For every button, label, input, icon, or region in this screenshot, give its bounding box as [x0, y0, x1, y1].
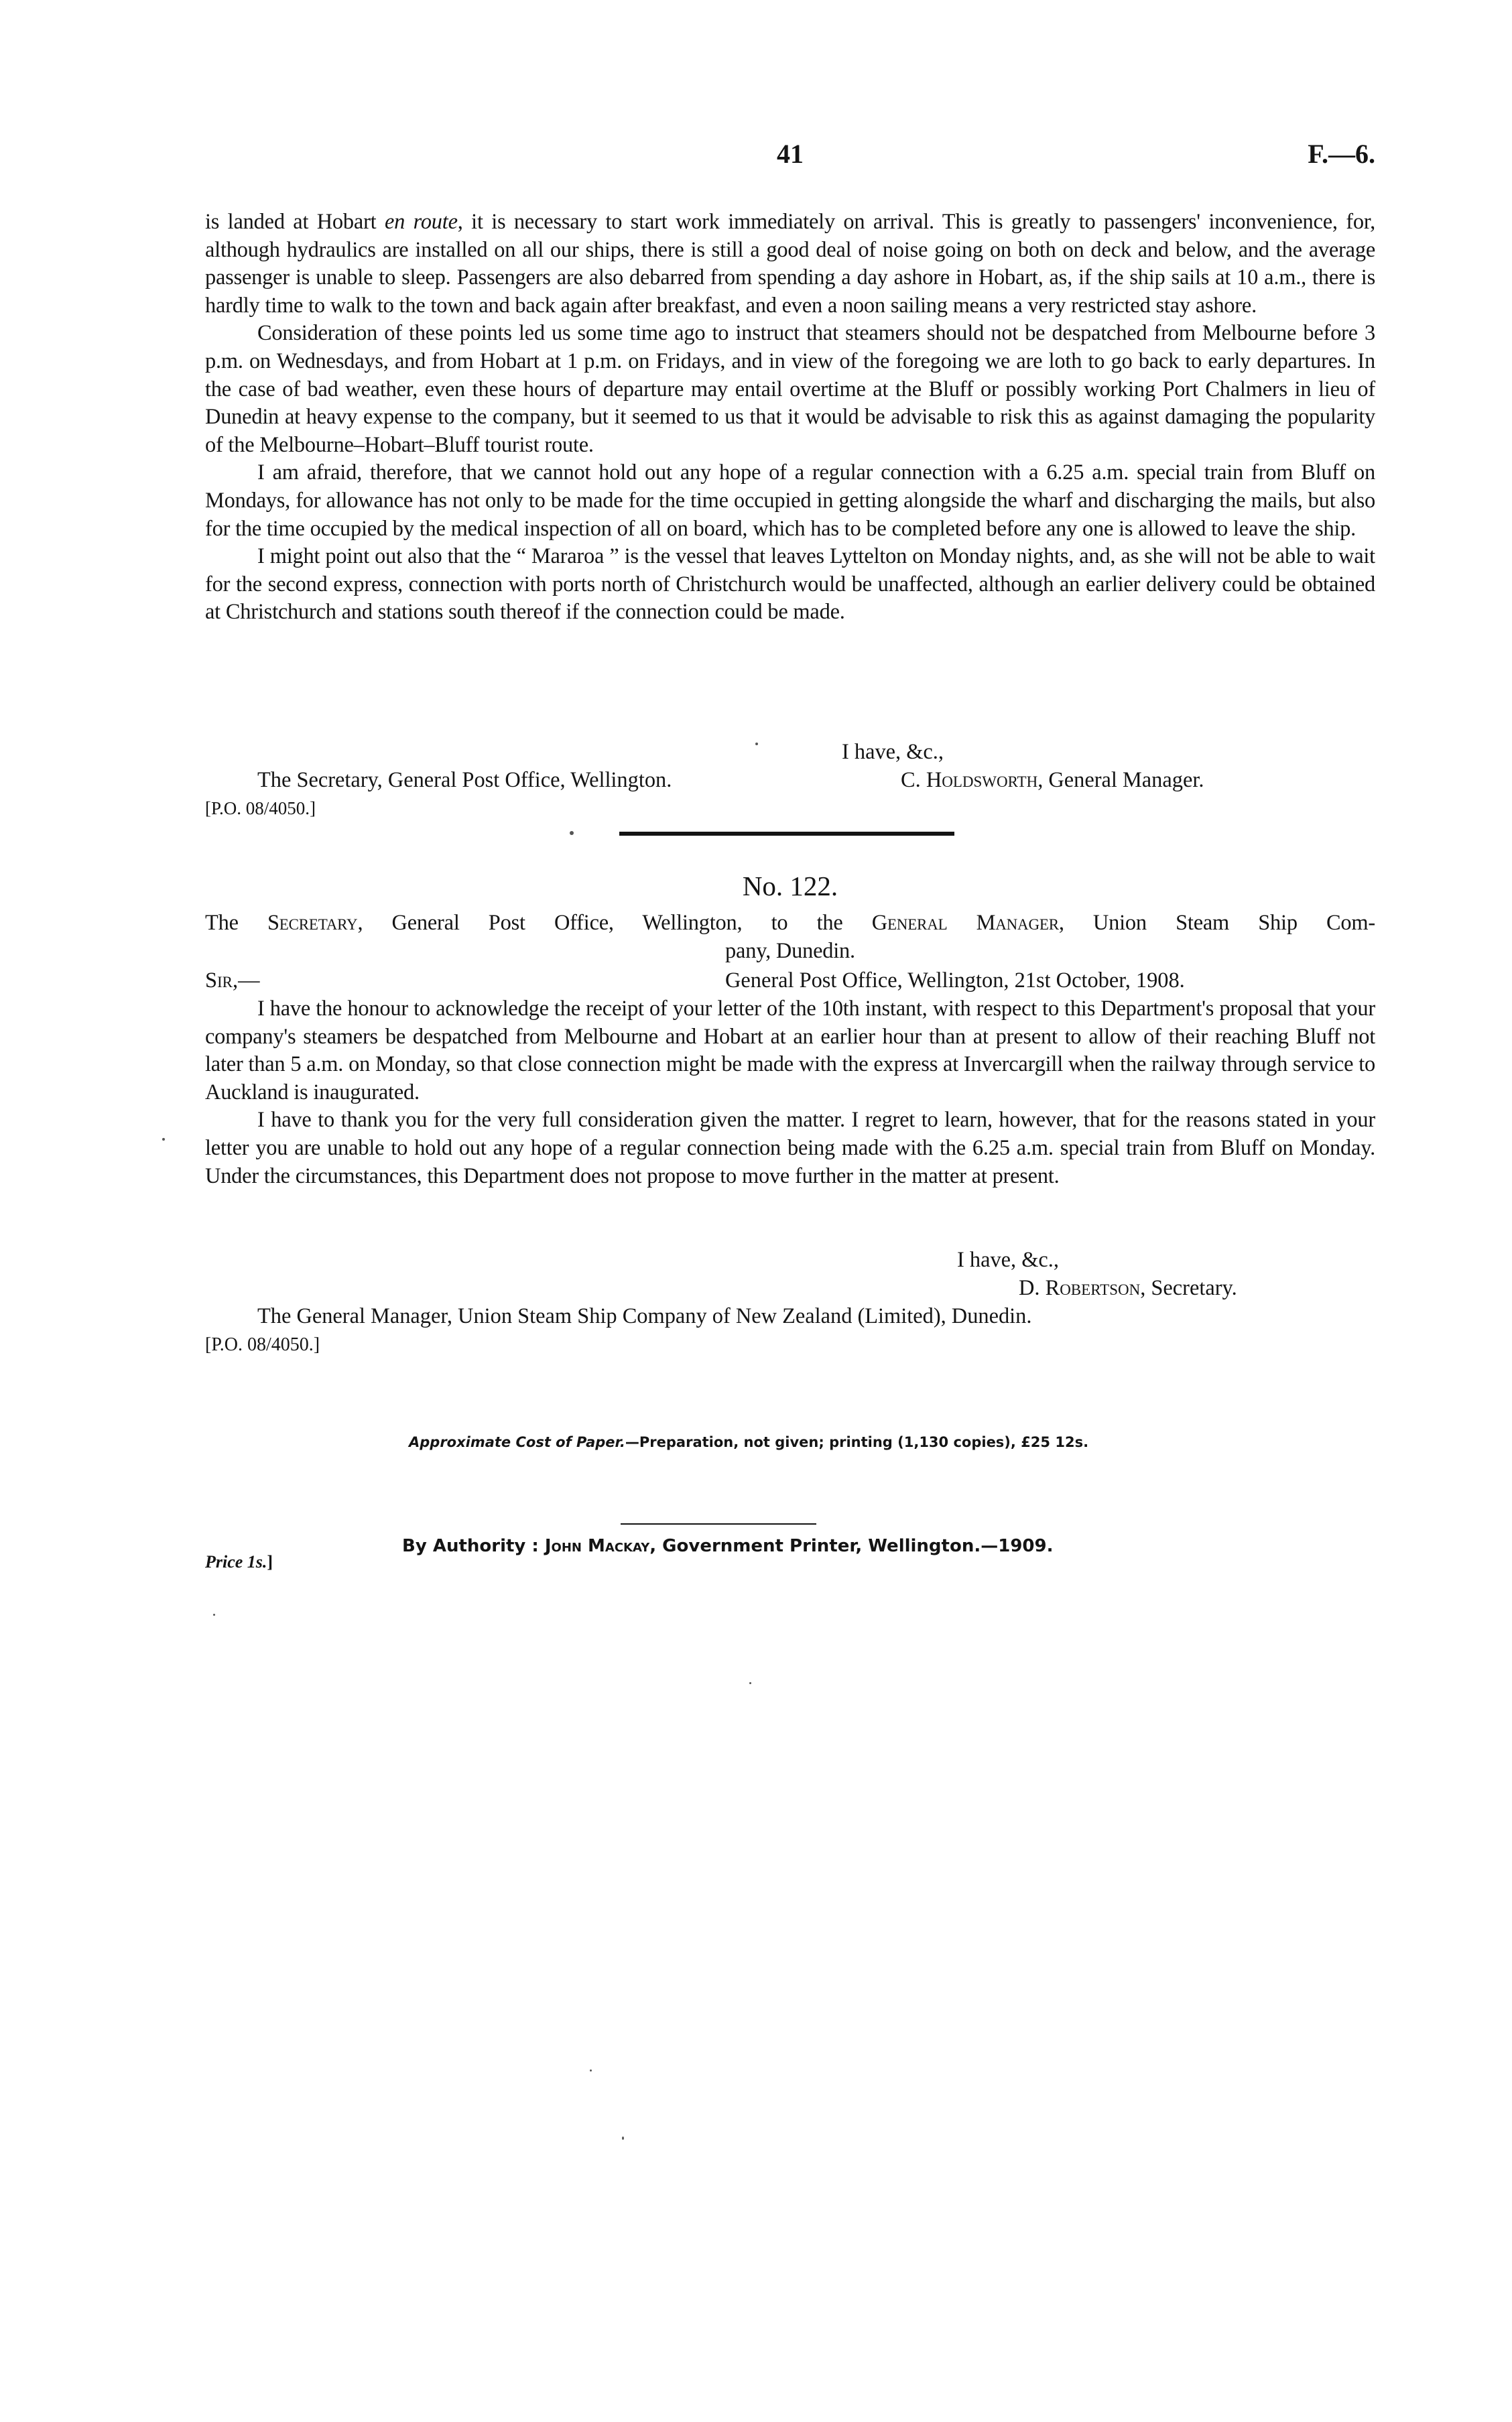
text-run: , it is necessary to start work immediately on arrival. This is greatly to passengers' inconvenience, for, although hydraulics are installed on all our ships, there is still a good deal of noise going on both on deck and below, and the average passenger is unable to sleep. Passengers are also debarred from spending a day ashore in Hobart, as, if the ship sails at 10 a.m., there is hardly time to walk to the town and back again after breakfast, and even a noon sailing means a very restricted stay ashore.: [205, 210, 1376, 318]
signatory-name: Holdsworth: [926, 768, 1038, 792]
letter-signature: [1019, 1275, 1237, 1303]
text-run: General Manager: [871, 911, 1059, 935]
price-bracket: ]: [267, 1552, 273, 1572]
scan-speck: [570, 831, 574, 835]
scan-speck: [755, 743, 758, 745]
text-run: , Union Steam Ship Com-: [1058, 911, 1375, 935]
text-run: is landed at Hobart: [205, 210, 385, 234]
cost-text: —Preparation, not given; printing (1,130 copies), £25 12s.: [625, 1434, 1089, 1450]
text-run: The: [205, 911, 267, 935]
paper-cost-note: [409, 1434, 1088, 1450]
scan-speck: [213, 1614, 215, 1616]
footer-divider: [621, 1523, 816, 1525]
letter-122-body: [205, 995, 1375, 1190]
price-label: Price 1s.: [205, 1552, 267, 1572]
continued-closing: I have, &c.,: [842, 740, 944, 764]
continued-paragraph-4: I might point out also that the “ Mararoa ” is the vessel that leaves Lyttelton on Monday nights, and, as she will not be able to wait for the second express, connection with ports north of Christchurch would be unaffected, although an earlier delivery could be obtained at Christchurch and stations south thereof if the connection could be made.: [205, 544, 1375, 625]
continued-signature: [901, 767, 1204, 795]
printer-imprint: [402, 1536, 1053, 1556]
scan-speck: [749, 1682, 751, 1684]
signatory-name: Robertson: [1045, 1276, 1141, 1300]
printer-details: , Government Printer, Wellington.—1909.: [649, 1536, 1054, 1556]
signatory-title: , General Manager.: [1037, 768, 1204, 792]
letter-paragraph-1: I have the honour to acknowledge the receipt of your letter of the 10th instant, with respect to this Department's proposal that your company's steamers be despatched from Melbourne and Hobart at an earlier hour than at present to allow of their reaching Bluff not later than 5 a.m. on Monday, so that close connection might be made with the express at Invercargill when the railway through service to Auckland is inaugurated.: [205, 997, 1375, 1104]
continued-paragraph-3: I am afraid, therefore, that we cannot hold out any hope of a regular connection with a 6.25 a.m. special train from Bluff on Mondays, for allowance has not only to be made for the time occupied in getting alongside the wharf and discharging the mails, but also for the time occupied by the medical inspection of all on board, which has to be completed before any one is allowed to leave the ship.: [205, 460, 1375, 541]
letter-heading: No. 122.: [742, 871, 838, 901]
signatory-initial: D.: [1019, 1276, 1046, 1300]
signatory-title: , Secretary.: [1140, 1276, 1237, 1300]
section-divider: [619, 832, 954, 836]
place-and-date: General Post Office, Wellington, 21st October, 1908.: [725, 968, 1185, 993]
page-header: [205, 138, 1375, 178]
document-reference: F.—6.: [1308, 139, 1375, 169]
continued-paragraph-1: [205, 208, 1375, 320]
italic-text: en route: [384, 210, 458, 234]
letter-recipient: The General Manager, Union Steam Ship Company of New Zealand (Limited), Dunedin.: [257, 1304, 1032, 1328]
letter-paragraph-2: I have to thank you for the very full consideration given the matter. I regret to learn, however, that for the reasons stated in your letter you are unable to hold out any hope of a regular connection being made with the 6.25 a.m. special train from Bluff on Monday. Under the circumstances, this Department does not propose to move further in the matter at present.: [205, 1108, 1375, 1188]
price: [205, 1552, 273, 1572]
text-run: Secretary: [267, 911, 358, 935]
addressee-line-2: pany, Dunedin.: [725, 938, 855, 963]
text-run: , General Post Office, Wellington, to the: [357, 911, 872, 935]
printer-name: John Mackay: [544, 1536, 650, 1556]
scan-speck: [162, 1138, 165, 1141]
page-number: 41: [777, 139, 804, 169]
scan-speck: [590, 2069, 592, 2072]
scan-speck: [622, 2137, 624, 2140]
letter-addressee: [205, 909, 1375, 965]
cost-label: Approximate Cost of Paper.: [409, 1434, 625, 1450]
signatory-initial: C.: [901, 768, 926, 792]
authority-label: By Authority :: [402, 1536, 545, 1556]
salutation: Sir,—: [205, 968, 260, 993]
letter-file-reference: [P.O. 08/4050.]: [205, 1334, 320, 1355]
continued-letter-body: [205, 208, 1375, 627]
continued-file-reference: [P.O. 08/4050.]: [205, 798, 316, 818]
letter-closing: I have, &c.,: [957, 1248, 1059, 1272]
addressee-line-1: [205, 909, 1375, 938]
continued-paragraph-2: Consideration of these points led us some time ago to instruct that steamers should not be despatched from Melbourne before 3 p.m. on Wednesdays, and from Hobart at 1 p.m. on Fridays, and in view of the foregoing we are loth to go back to early departures. In the case of bad weather, even these hours of departure may entail overtime at the Bluff or possibly working Port Chalmers in lieu of Dunedin at heavy expense to the company, but it seemed to us that it would be advisable to risk this as against damaging the popularity of the Melbourne–Hobart–Bluff tourist route.: [205, 321, 1375, 457]
continued-recipient: The Secretary, General Post Office, Wellington.: [257, 768, 672, 792]
